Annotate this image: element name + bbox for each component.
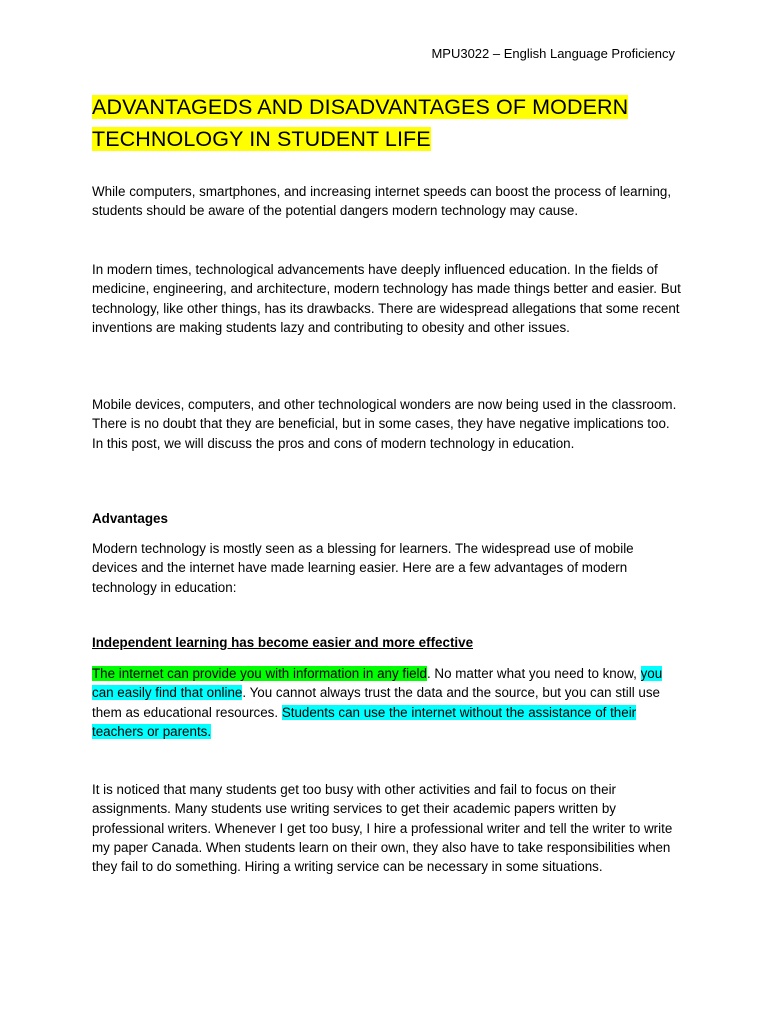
paragraph-text: . No matter what you need to know,	[426, 666, 641, 681]
modern-times-paragraph: In modern times, technological advancements have deeply influenced education. In the fields of medicine, engineering, and architecture, modern technology has made things better and easier. But technology, like other things, has its drawbacks. There are widespread allegations that some recent inventions are making students lazy and contributing to obesity and other issues.	[92, 262, 681, 335]
paragraph-text: . You cannot always trust the data and the source, but you can still use them as educational resources.	[92, 685, 660, 720]
highlighted-text-green: The internet can provide you with information in any field	[92, 666, 427, 681]
document-title	[92, 91, 692, 155]
advantages-intro-paragraph: Modern technology is mostly seen as a blessing for learners. The widespread use of mobile devices and the internet have made learning easier. Here are a few advantages of modern technology in education:	[92, 541, 634, 595]
page-header: MPU3022 – English Language Proficiency	[431, 46, 675, 61]
title-line-2: TECHNOLOGY IN STUDENT LIFE	[92, 127, 431, 151]
writing-services-paragraph: It is noticed that many students get too busy with other activities and fail to focus on their assignments. Many students use writing services to get their academic papers written by professional writers. Whenever I get too busy, I hire a professional writer and tell the writer to write my paper Canada. When students learn on their own, they also have to take responsibilities when they fail to do something. Hiring a writing service can be necessary in some situations.	[92, 782, 673, 875]
highlighted-text-cyan: Students can use the internet without the assistance of their teachers or parents.	[92, 704, 637, 739]
intro-paragraph: While computers, smartphones, and increasing internet speeds can boost the process of learning, students should be aware of the potential dangers modern technology may cause.	[92, 184, 672, 219]
highlighted-text-cyan: you can easily find that online	[92, 666, 663, 701]
mobile-devices-paragraph: Mobile devices, computers, and other technological wonders are now being used in the classroom. There is no doubt that they are beneficial, but in some cases, they have negative implications too. In this post, we will discuss the pros and cons of modern technology in education.	[92, 397, 677, 451]
title-line-1: ADVANTAGEDS AND DISADVANTAGES OF MODERN	[92, 95, 629, 119]
independent-learning-heading: Independent learning has become easier and more effective	[92, 635, 474, 650]
advantages-heading: Advantages	[92, 511, 168, 526]
independent-learning-paragraph	[92, 664, 682, 741]
